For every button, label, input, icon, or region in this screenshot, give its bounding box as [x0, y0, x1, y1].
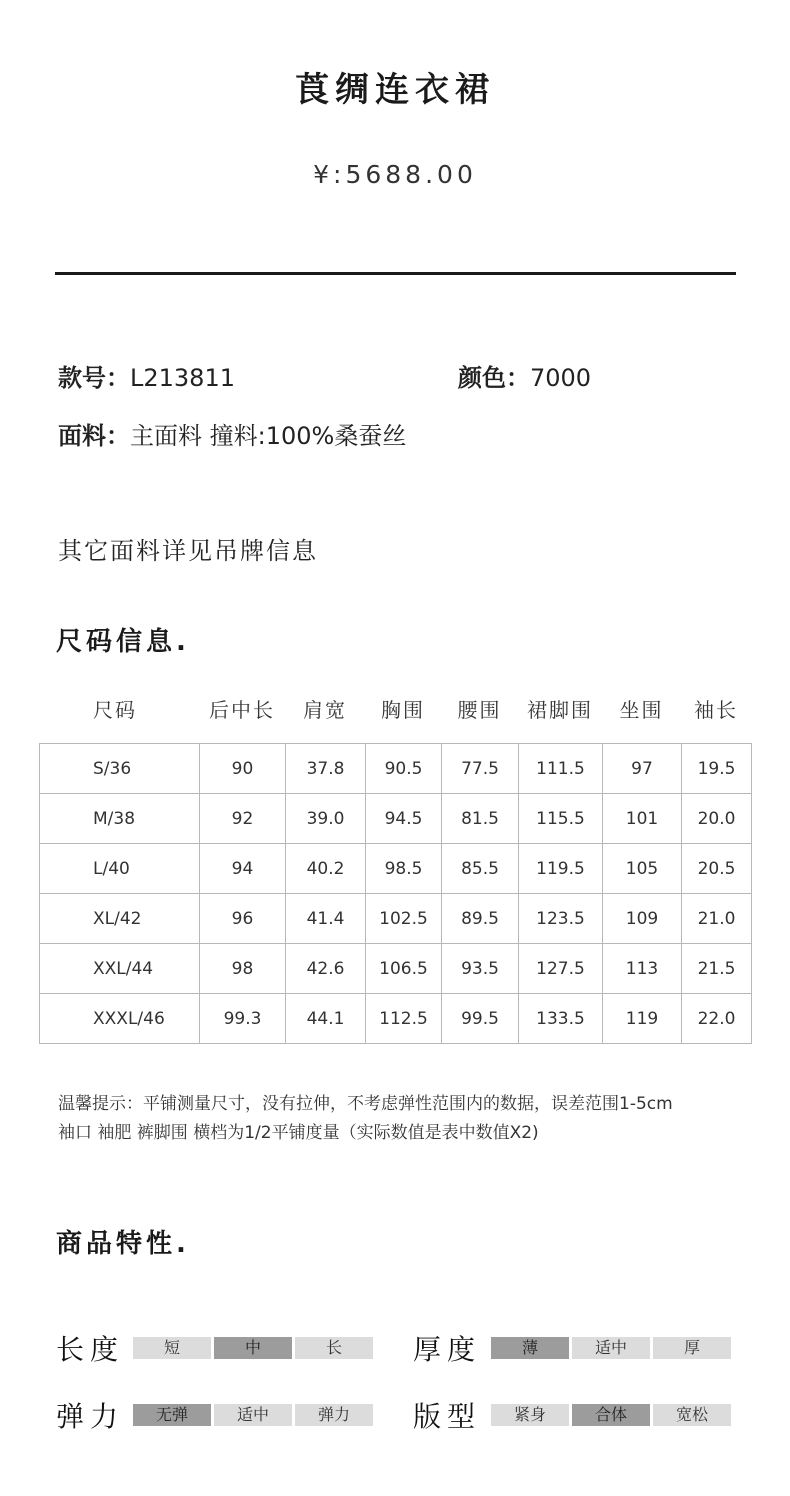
column-header-back-length: 后中长 [209, 698, 275, 722]
table-cell: 99.3 [200, 994, 286, 1044]
table-row [40, 894, 752, 944]
length-option-long: 长 [295, 1337, 373, 1359]
color-label: 颜色： [458, 364, 530, 392]
length-option-medium: 中 [214, 1337, 292, 1359]
fit-option-regular: 合体 [572, 1404, 650, 1426]
table-cell: 44.1 [286, 994, 366, 1044]
table-cell: 41.4 [286, 894, 366, 944]
table-row [40, 794, 752, 844]
table-cell: 90 [200, 744, 286, 794]
elasticity-option-stretch: 弹力 [295, 1404, 373, 1426]
length-label: 长度 [56, 1333, 125, 1366]
table-cell: 21.5 [682, 944, 752, 994]
table-cell: 89.5 [442, 894, 519, 944]
table-cell: 20.0 [682, 794, 752, 844]
table-cell: 90.5 [366, 744, 442, 794]
table-cell: 85.5 [442, 844, 519, 894]
thickness-option-thick: 厚 [653, 1337, 731, 1359]
table-cell: 113 [603, 944, 682, 994]
table-cell: S/36 [40, 744, 200, 794]
table-cell: 22.0 [682, 994, 752, 1044]
elasticity-label: 弹力 [56, 1400, 125, 1433]
measurement-note-line1: 温馨提示：平铺测量尺寸，没有拉伸，不考虑弹性范围内的数据，误差范围1-5cm [58, 1094, 673, 1114]
table-cell: 111.5 [519, 744, 603, 794]
elasticity-option-none: 无弹 [133, 1404, 211, 1426]
table-cell: 127.5 [519, 944, 603, 994]
table-cell: 112.5 [366, 994, 442, 1044]
table-cell: L/40 [40, 844, 200, 894]
table-cell: XXXL/46 [40, 994, 200, 1044]
elasticity-scale [133, 1404, 373, 1426]
fit-label: 版型 [413, 1400, 482, 1433]
table-cell: M/38 [40, 794, 200, 844]
fit-option-loose: 宽松 [653, 1404, 731, 1426]
table-cell: 119 [603, 994, 682, 1044]
fit-option-slim: 紧身 [491, 1404, 569, 1426]
fabric-value: 主面料 撞料:100%桑蚕丝 [130, 422, 407, 450]
thickness-label: 厚度 [413, 1333, 482, 1366]
table-cell: 99.5 [442, 994, 519, 1044]
other-fabric-note: 其它面料详见吊牌信息 [58, 537, 318, 565]
column-header-size: 尺码 [93, 698, 137, 722]
table-cell: 115.5 [519, 794, 603, 844]
table-cell: 93.5 [442, 944, 519, 994]
table-cell: XXL/44 [40, 944, 200, 994]
table-cell: 98 [200, 944, 286, 994]
table-cell: 97 [603, 744, 682, 794]
table-row [40, 744, 752, 794]
column-header-hip: 坐围 [619, 698, 664, 722]
fabric-label: 面料： [58, 422, 130, 450]
style-number-value: L213811 [130, 364, 235, 392]
table-cell: 20.5 [682, 844, 752, 894]
table-row [40, 994, 752, 1044]
measurement-note-line2: 袖口 袖肥 裤脚围 横档为1/2平铺度量（实际数值是表中数值X2) [58, 1123, 539, 1143]
size-table [39, 743, 752, 1044]
table-cell: 102.5 [366, 894, 442, 944]
table-cell: 133.5 [519, 994, 603, 1044]
table-cell: 94.5 [366, 794, 442, 844]
table-cell: 106.5 [366, 944, 442, 994]
table-cell: 109 [603, 894, 682, 944]
color-row [458, 358, 591, 393]
length-scale [133, 1337, 373, 1359]
table-cell: 94 [200, 844, 286, 894]
divider [55, 272, 736, 275]
table-cell: 39.0 [286, 794, 366, 844]
column-header-sleeve: 袖长 [694, 698, 738, 722]
elasticity-option-medium: 适中 [214, 1404, 292, 1426]
table-cell: 40.2 [286, 844, 366, 894]
table-cell: XL/42 [40, 894, 200, 944]
size-section-heading: 尺码信息. [56, 627, 190, 657]
length-option-short: 短 [133, 1337, 211, 1359]
fabric-row [58, 416, 406, 451]
style-number-label: 款号： [58, 364, 130, 392]
column-header-waist: 腰围 [457, 698, 502, 722]
table-row [40, 844, 752, 894]
color-value: 7000 [530, 364, 592, 392]
fit-scale [491, 1404, 731, 1426]
table-cell: 119.5 [519, 844, 603, 894]
column-header-hem: 裙脚围 [527, 698, 593, 722]
table-cell: 92 [200, 794, 286, 844]
product-title: 莨绸连衣裙 [295, 70, 495, 110]
table-cell: 81.5 [442, 794, 519, 844]
product-price: ¥:5688.00 [313, 160, 477, 189]
table-cell: 21.0 [682, 894, 752, 944]
table-row [40, 944, 752, 994]
table-cell: 96 [200, 894, 286, 944]
style-number-row [58, 358, 235, 393]
table-cell: 19.5 [682, 744, 752, 794]
thickness-option-medium: 适中 [572, 1337, 650, 1359]
table-cell: 98.5 [366, 844, 442, 894]
table-cell: 77.5 [442, 744, 519, 794]
table-cell: 101 [603, 794, 682, 844]
table-cell: 37.8 [286, 744, 366, 794]
table-cell: 42.6 [286, 944, 366, 994]
table-cell: 123.5 [519, 894, 603, 944]
column-header-bust: 胸围 [381, 698, 425, 722]
column-header-shoulder: 肩宽 [303, 698, 347, 722]
thickness-option-thin: 薄 [491, 1337, 569, 1359]
features-heading: 商品特性. [56, 1229, 190, 1259]
table-cell: 105 [603, 844, 682, 894]
thickness-scale [491, 1337, 731, 1359]
